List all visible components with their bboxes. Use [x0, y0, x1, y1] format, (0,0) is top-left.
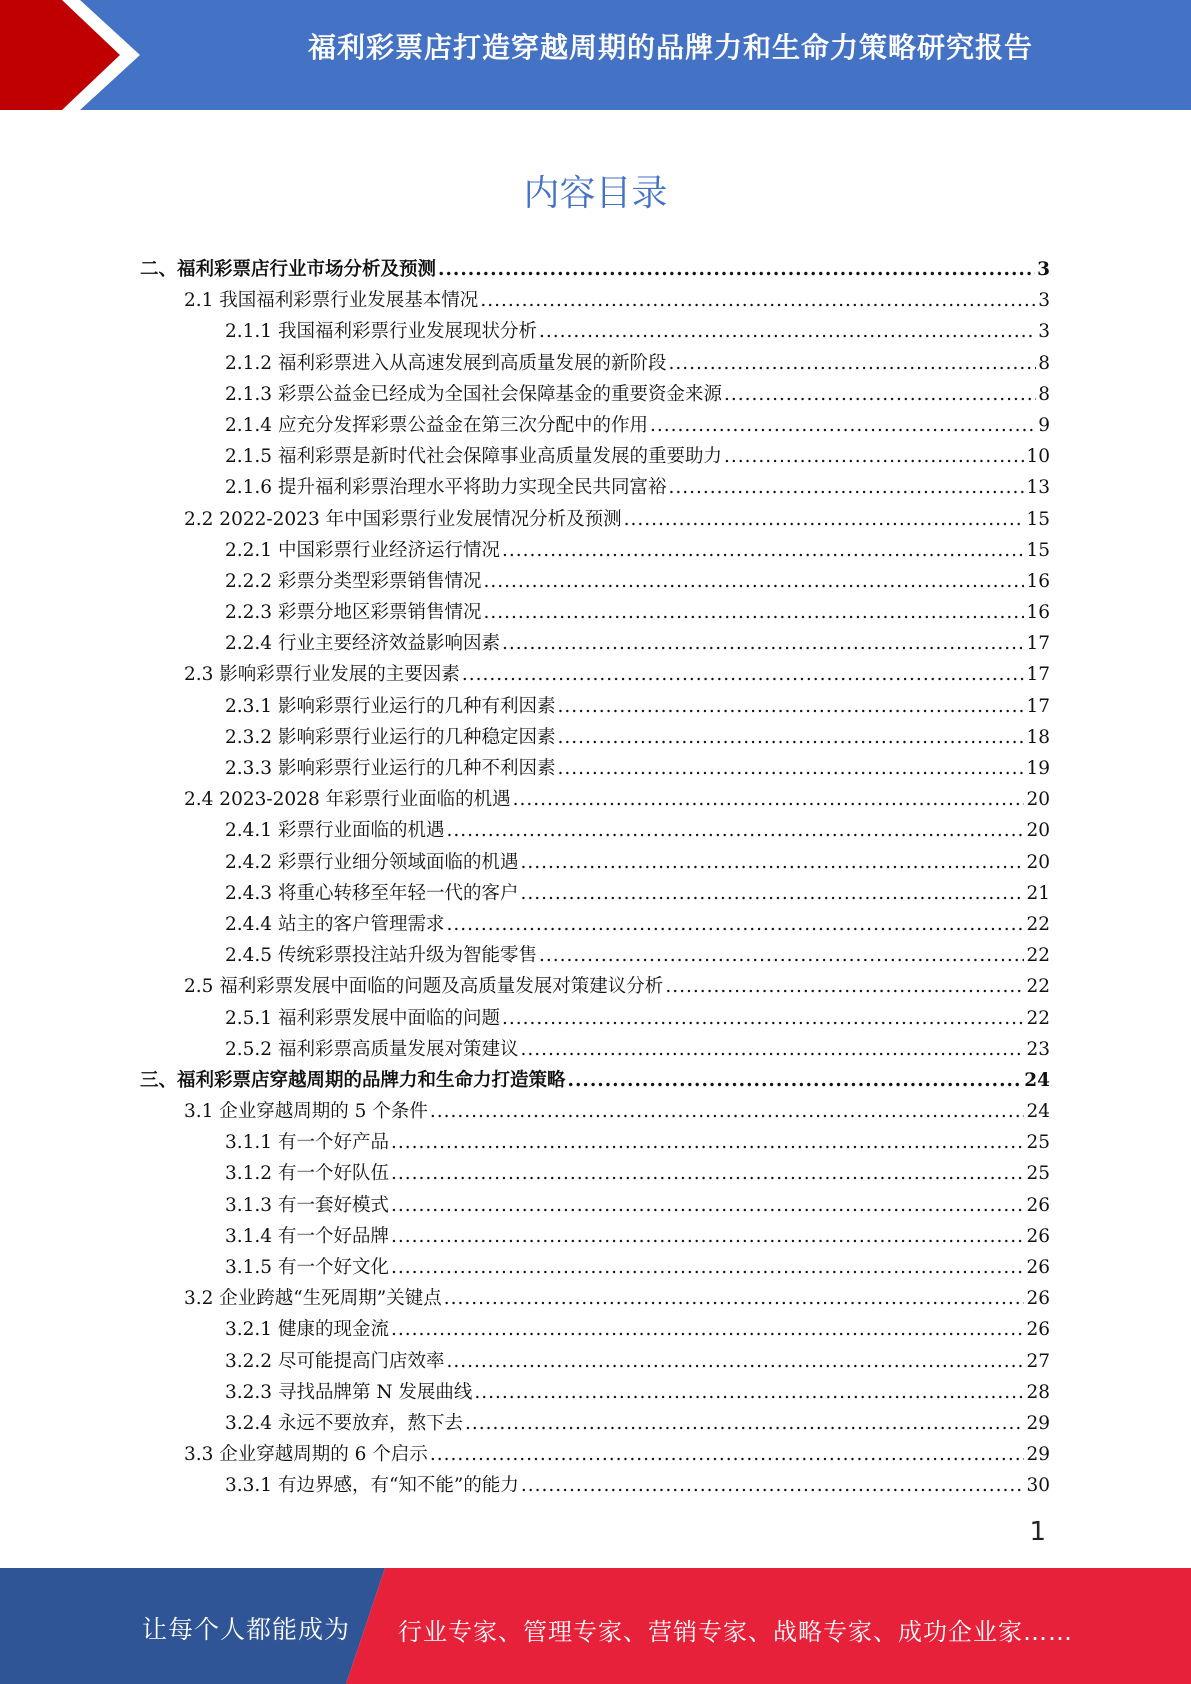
- toc-entry[interactable]: [140, 348, 1050, 379]
- toc-entry[interactable]: [140, 566, 1050, 597]
- toc-entry-page: 8: [1038, 352, 1050, 374]
- toc-entry-label: 3.1.5 有一个好文化: [225, 1257, 389, 1278]
- toc-dot-leader: [539, 316, 1036, 347]
- toc-entry-label: 3.3.1 有边界感，有“知不能”的能力: [225, 1475, 519, 1497]
- toc-entry[interactable]: [140, 815, 1050, 846]
- toc-entry-page: 29: [1026, 1412, 1050, 1434]
- toc-dot-leader: [724, 441, 1024, 472]
- toc-entry[interactable]: [140, 691, 1050, 722]
- toc-entry[interactable]: [140, 1377, 1050, 1408]
- toc-dot-leader: [391, 1221, 1024, 1252]
- toc-entry-label: 2.5.2 福利彩票高质量发展对策建议: [225, 1038, 519, 1060]
- toc-entry[interactable]: [140, 1065, 1050, 1096]
- toc-entry-label: 2.1 我国福利彩票行业发展基本情况: [184, 290, 479, 312]
- toc-entry-label: 2.2.2 彩票分类型彩票销售情况: [225, 570, 482, 592]
- toc-entry[interactable]: [140, 847, 1050, 878]
- toc-entry-label: 2.2.1 中国彩票行业经济运行情况: [225, 539, 500, 561]
- toc-entry-label: 3.1.1 有一个好产品: [225, 1132, 389, 1154]
- toc-entry[interactable]: [140, 410, 1050, 441]
- toc-entry-label: 2.4.4 站主的客户管理需求: [225, 913, 445, 935]
- toc-dot-leader: [539, 940, 1024, 971]
- toc-entry-page: 29: [1026, 1444, 1050, 1466]
- toc-entry-page: 9: [1038, 414, 1050, 436]
- toc-entry[interactable]: [140, 722, 1050, 753]
- toc-entry[interactable]: [140, 1314, 1050, 1345]
- toc-entry[interactable]: [140, 909, 1050, 940]
- toc-entry-page: 18: [1026, 726, 1050, 748]
- toc-entry[interactable]: [140, 316, 1050, 347]
- toc-entry-page: 20: [1026, 851, 1050, 873]
- toc-dot-leader: [557, 691, 1024, 722]
- toc-entry[interactable]: [140, 1470, 1050, 1501]
- toc-entry-page: 16: [1026, 570, 1050, 592]
- toc-dot-leader: [391, 1158, 1024, 1189]
- toc-entry-page: 28: [1026, 1381, 1050, 1403]
- toc-entry-label: 三、福利彩票店穿越周期的品牌力和生命力打造策略: [140, 1069, 566, 1091]
- toc-entry[interactable]: [140, 1003, 1050, 1034]
- toc-entry-label: 2.3 影响彩票行业发展的主要因素: [184, 664, 460, 686]
- toc-entry-label: 2.2 2022-2023 年中国彩票行业发展情况分析及预测: [184, 508, 622, 530]
- toc-dot-leader: [668, 348, 1036, 379]
- toc-dot-leader: [446, 815, 1024, 846]
- toc-entry-page: 30: [1026, 1475, 1050, 1497]
- toc-dot-leader: [668, 472, 1024, 503]
- toc-entry-label: 3.3 企业穿越周期的 6 个启示: [184, 1444, 428, 1466]
- toc-dot-leader: [665, 971, 1024, 1002]
- toc-heading: 内容目录: [523, 173, 668, 214]
- toc-entry[interactable]: [140, 285, 1050, 316]
- toc-entry[interactable]: [140, 535, 1050, 566]
- toc-entry-page: 22: [1026, 945, 1050, 967]
- toc-entry-label: 3.2.4 永远不要放弃，熬下去: [225, 1412, 463, 1434]
- toc-entry[interactable]: [140, 504, 1050, 535]
- toc-entry-label: 3.1.2 有一个好队伍: [225, 1163, 389, 1185]
- toc-entry[interactable]: [140, 254, 1050, 285]
- toc-entry-label: 2.4 2023-2028 年彩票行业面临的机遇: [184, 789, 511, 811]
- toc-entry-page: 23: [1026, 1038, 1050, 1060]
- toc-dot-leader: [568, 1065, 1023, 1096]
- toc-entry-page: 26: [1026, 1319, 1050, 1341]
- toc-entry-label: 3.1.4 有一个好品牌: [225, 1225, 389, 1247]
- toc-entry-label: 3.2.2 尽可能提高门店效率: [225, 1350, 445, 1372]
- toc-dot-leader: [557, 722, 1024, 753]
- toc-entry-page: 3: [1038, 290, 1050, 312]
- toc-entry-page: 16: [1026, 602, 1050, 624]
- toc-entry[interactable]: [140, 628, 1050, 659]
- toc-entry-label: 2.1.6 提升福利彩票治理水平将助力实现全民共同富裕: [225, 477, 667, 499]
- toc-entry-label: 3.2.1 健康的现金流: [225, 1319, 389, 1341]
- toc-entry[interactable]: [140, 597, 1050, 628]
- toc-entry-page: 25: [1026, 1132, 1050, 1154]
- toc-entry-page: 26: [1026, 1288, 1050, 1310]
- toc-entry-page: 10: [1026, 446, 1050, 468]
- toc-dot-leader: [483, 566, 1024, 597]
- toc-entry-page: 26: [1026, 1194, 1050, 1216]
- toc-dot-leader: [391, 1190, 1024, 1221]
- toc-entry-page: 15: [1026, 539, 1050, 561]
- page-number: 1: [1029, 1517, 1046, 1547]
- toc-entry[interactable]: [140, 1252, 1050, 1283]
- toc-entry-label: 2.1.4 应充分发挥彩票公益金在第三次分配中的作用: [225, 414, 648, 436]
- toc-entry[interactable]: [140, 878, 1050, 909]
- toc-dot-leader: [465, 1408, 1024, 1439]
- toc-entry-page: 19: [1026, 758, 1050, 779]
- toc-entry[interactable]: [140, 971, 1050, 1002]
- toc-entry[interactable]: [140, 1346, 1050, 1377]
- toc-entry[interactable]: [140, 1190, 1050, 1221]
- toc-entry[interactable]: [140, 784, 1050, 815]
- toc-entry-page: 24: [1026, 1101, 1050, 1123]
- toc-dot-leader: [391, 1314, 1024, 1345]
- table-of-contents: [140, 254, 1050, 1502]
- toc-entry-label: 2.4.3 将重心转移至年轻一代的客户: [225, 882, 519, 904]
- toc-entry[interactable]: [140, 940, 1050, 971]
- toc-entry-label: 2.3.3 影响彩票行业运行的几种不利因素: [225, 758, 556, 779]
- toc-dot-leader: [474, 1377, 1024, 1408]
- toc-entry-label: 3.1 企业穿越周期的 5 个条件: [184, 1101, 428, 1123]
- toc-entry-label: 3.2.3 寻找品牌第 N 发展曲线: [225, 1381, 473, 1403]
- toc-entry[interactable]: [140, 1096, 1050, 1127]
- toc-dot-leader: [430, 1439, 1025, 1470]
- toc-entry-label: 2.4.5 传统彩票投注站升级为智能零售: [225, 945, 537, 967]
- toc-dot-leader: [444, 1283, 1025, 1314]
- toc-dot-leader: [430, 1096, 1025, 1127]
- toc-dot-leader: [502, 535, 1024, 566]
- toc-entry[interactable]: [140, 441, 1050, 472]
- toc-entry-label: 2.4.2 彩票行业细分领域面临的机遇: [225, 851, 519, 873]
- toc-entry-page: 26: [1026, 1257, 1050, 1278]
- toc-dot-leader: [520, 1034, 1024, 1065]
- toc-entry-page: 3: [1037, 259, 1050, 280]
- report-title: 福利彩票店打造穿越周期的品牌力和生命力策略研究报告: [307, 31, 1033, 64]
- toc-entry[interactable]: [140, 379, 1050, 410]
- toc-dot-leader: [502, 1003, 1024, 1034]
- toc-entry[interactable]: [140, 1158, 1050, 1189]
- toc-entry[interactable]: [140, 1034, 1050, 1065]
- page-header: [0, 0, 1191, 110]
- toc-dot-leader: [446, 1346, 1024, 1377]
- toc-dot-leader: [650, 410, 1036, 441]
- toc-entry-label: 2.3.2 影响彩票行业运行的几种稳定因素: [225, 726, 556, 748]
- toc-dot-leader: [502, 628, 1024, 659]
- toc-entry[interactable]: [140, 472, 1050, 503]
- toc-entry-page: 15: [1026, 508, 1050, 530]
- toc-entry-label: 二、福利彩票店行业市场分析及预测: [140, 259, 437, 280]
- toc-entry-page: 17: [1026, 664, 1050, 686]
- toc-dot-leader: [480, 285, 1036, 316]
- toc-dot-leader: [391, 1252, 1024, 1283]
- toc-entry[interactable]: [140, 659, 1050, 690]
- toc-entry-label: 2.1.1 我国福利彩票行业发展现状分析: [225, 321, 537, 343]
- toc-entry-page: 26: [1026, 1225, 1050, 1247]
- toc-dot-leader: [520, 847, 1024, 878]
- toc-entry-label: 2.5 福利彩票发展中面临的问题及高质量发展对策建议分析: [184, 976, 664, 998]
- toc-dot-leader: [557, 753, 1024, 784]
- toc-entry-page: 24: [1024, 1069, 1050, 1091]
- toc-entry-label: 3.2 企业跨越“生死周期”关键点: [184, 1288, 442, 1310]
- toc-entry-page: 17: [1026, 695, 1050, 717]
- toc-entry-page: 21: [1026, 882, 1050, 904]
- toc-entry-page: 13: [1026, 477, 1050, 499]
- footer-slogan-left: 让每个人都能成为: [142, 1615, 351, 1644]
- toc-dot-leader: [462, 659, 1025, 690]
- toc-entry[interactable]: [140, 1439, 1050, 1470]
- toc-entry-page: 3: [1038, 321, 1050, 343]
- toc-entry-page: 27: [1026, 1350, 1050, 1372]
- toc-dot-leader: [438, 254, 1035, 285]
- toc-entry-page: 17: [1026, 633, 1050, 655]
- toc-dot-leader: [520, 878, 1024, 909]
- toc-entry-page: 22: [1026, 976, 1050, 998]
- toc-entry[interactable]: [140, 1283, 1050, 1314]
- toc-entry[interactable]: [140, 1221, 1050, 1252]
- toc-entry-label: 2.3.1 影响彩票行业运行的几种有利因素: [225, 695, 556, 717]
- toc-entry-page: 25: [1026, 1163, 1050, 1185]
- toc-entry[interactable]: [140, 753, 1050, 784]
- toc-entry-page: 22: [1026, 913, 1050, 935]
- toc-entry-label: 3.1.3 有一套好模式: [225, 1194, 389, 1216]
- toc-entry-label: 2.2.3 彩票分地区彩票销售情况: [225, 602, 482, 624]
- page-footer: [0, 1568, 1191, 1684]
- toc-dot-leader: [724, 379, 1036, 410]
- toc-entry-page: 22: [1026, 1007, 1050, 1029]
- toc-entry[interactable]: [140, 1127, 1050, 1158]
- footer-slogan-right: 行业专家、管理专家、营销专家、战略专家、成功企业家……: [398, 1618, 1073, 1646]
- toc-entry-label: 2.4.1 彩票行业面临的机遇: [225, 820, 445, 842]
- toc-dot-leader: [483, 597, 1024, 628]
- toc-entry[interactable]: [140, 1408, 1050, 1439]
- toc-entry-page: 20: [1026, 820, 1050, 842]
- toc-entry-page: 20: [1026, 789, 1050, 811]
- toc-entry-label: 2.1.2 福利彩票进入从高速发展到高质量发展的新阶段: [225, 352, 667, 374]
- toc-dot-leader: [513, 784, 1025, 815]
- toc-entry-label: 2.5.1 福利彩票发展中面临的问题: [225, 1007, 500, 1029]
- toc-dot-leader: [521, 1470, 1025, 1501]
- toc-dot-leader: [446, 909, 1024, 940]
- toc-dot-leader: [391, 1127, 1024, 1158]
- toc-entry-label: 2.1.5 福利彩票是新时代社会保障事业高质量发展的重要助力: [225, 446, 722, 468]
- toc-entry-page: 8: [1038, 383, 1050, 405]
- toc-dot-leader: [624, 504, 1025, 535]
- toc-entry-label: 2.1.3 彩票公益金已经成为全国社会保障基金的重要资金来源: [225, 383, 722, 405]
- toc-entry-label: 2.2.4 行业主要经济效益影响因素: [225, 633, 500, 655]
